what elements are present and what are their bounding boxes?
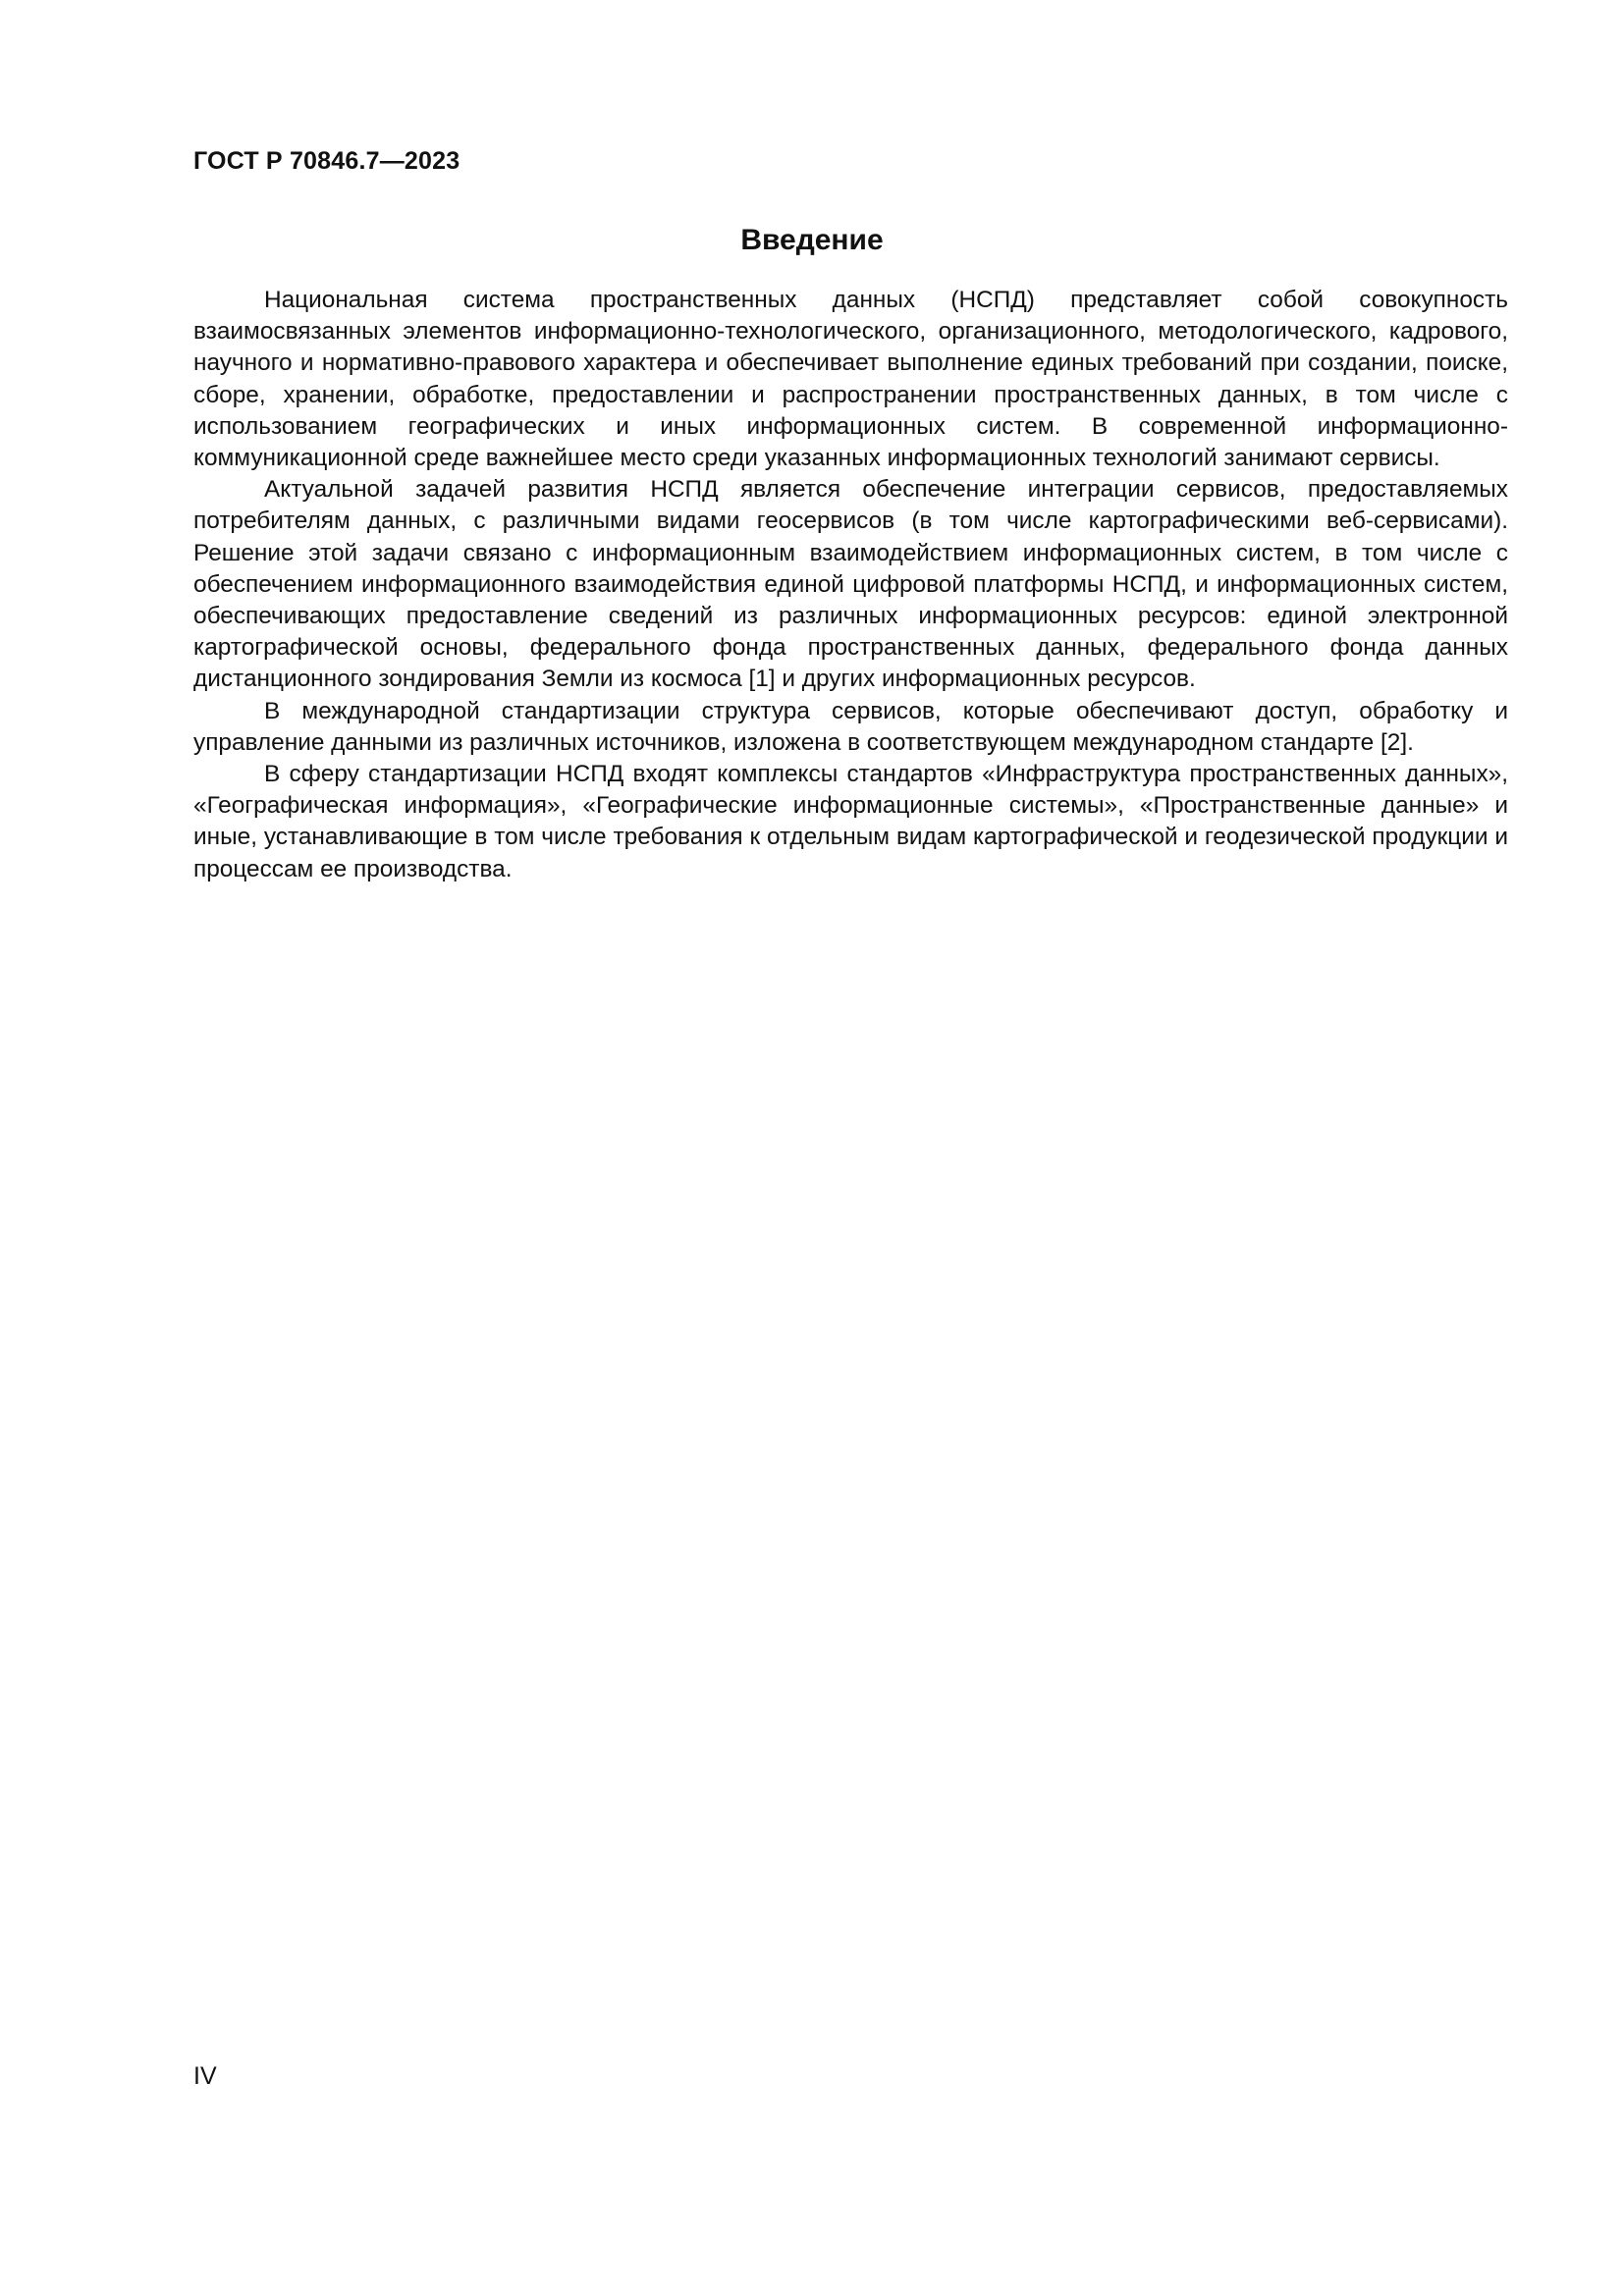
paragraph: Актуальной задачей развития НСПД является обеспечение интеграции сервисов, предоставляемых потребителям данных, с различными видами геосервисов (в том числе картографическими веб-сервисами). Решение этой задачи связано с информационным взаимодействием информационных систем, в том числе с обеспечением информационного взаимодействия единой цифровой платформы НСПД, и информационных систем, обеспечивающих предоставление сведений из различных информационных ресурсов: единой электронной картографической основы, федерального фонда пространственных данных, федерального фонда данных дистанционного зондирования Земли из космоса [1] и других информационных ресурсов. <box>193 476 1508 693</box>
document-code: ГОСТ Р 70846.7—2023 <box>193 147 460 175</box>
page-number: IV <box>193 2062 217 2090</box>
paragraph: В сферу стандартизации НСПД входят комплексы стандартов «Инфраструктура пространственных данных», «Географическая информация», «Географические информационные системы», «Пространственные данные» и иные, устанавливающие в том числе требования к отдельным видам картографической и геодезической продукции и процессам ее производства. <box>193 761 1508 882</box>
section-title: Введение <box>740 224 884 256</box>
paragraph: В международной стандартизации структура сервисов, которые обеспечивают доступ, обработку и управление данными из различных источников, изложена в соответствующем международном стандарте [2]. <box>193 697 1508 756</box>
section-body <box>193 285 1508 885</box>
paragraph: Национальная система пространственных данных (НСПД) представляет собой совокупность взаимосвязанных элементов информационно-технологического, организационного, методологического, кадрового, научного и нормативно-правового характера и обеспечивает выполнение единых требований при создании, поиске, сборе, хранении, обработке, предоставлении и распространении пространственных данных, в том числе с использованием географических и иных информационных систем. В современной информационно-коммуникационной среде важнейшее место среди указанных информационных технологий занимают сервисы. <box>193 287 1508 472</box>
